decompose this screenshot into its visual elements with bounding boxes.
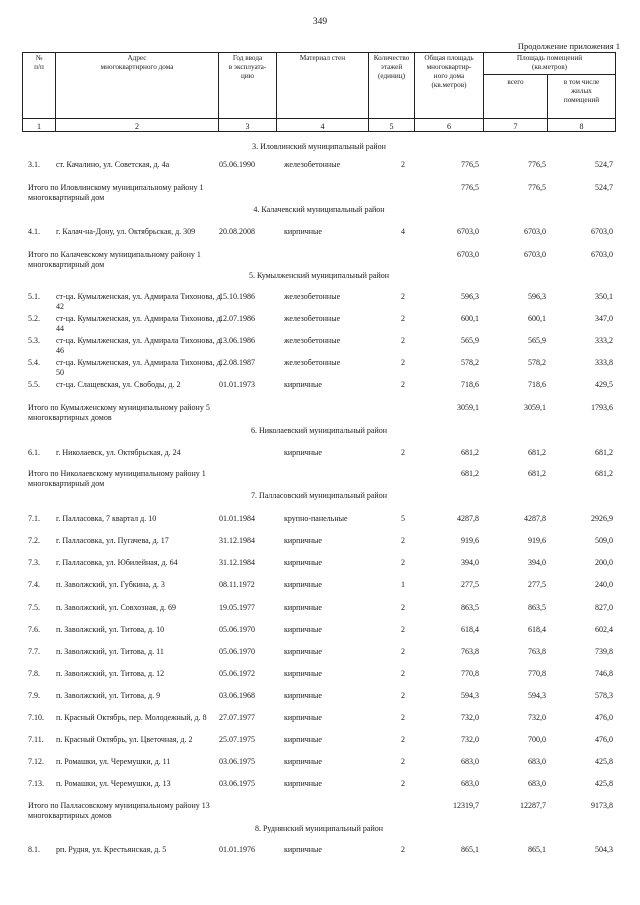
table-row (22, 647, 616, 669)
row-number: 7.4. (28, 580, 40, 589)
row-material: крупно-панельные (284, 514, 348, 523)
table-row (22, 757, 616, 779)
row-material: кирпичные (284, 227, 322, 236)
subtotal-area-all: 12287,7 (520, 801, 546, 810)
subtotal-total-area: 776,5 (461, 183, 479, 192)
table-row (22, 713, 616, 735)
row-area-residential: 200,0 (595, 558, 613, 567)
row-material: кирпичные (284, 448, 322, 457)
row-area-residential: 524,7 (595, 160, 613, 169)
row-floors: 2 (401, 779, 405, 788)
row-address: п. Красный Октябрь, ул. Цветочная, д. 2 (56, 735, 193, 744)
section-title: 5. Кумылженский муниципальный район (248, 271, 390, 280)
row-area-residential: 746,8 (595, 669, 613, 678)
row-year: 19.05.1977 (219, 603, 255, 612)
row-area-all: 596,3 (528, 292, 546, 301)
row-address: п. Заволжский, ул. Титова, д. 9 (56, 691, 161, 700)
subtotal-total-area: 6703,0 (457, 250, 479, 259)
row-area-all: 732,0 (528, 713, 546, 722)
subtotal-area-residential: 9173,8 (591, 801, 613, 810)
row-total-area: 863,5 (461, 603, 479, 612)
row-year: 05.06.1990 (219, 160, 255, 169)
table-row (22, 691, 616, 713)
subtotal-area-residential: 681,2 (595, 469, 613, 478)
row-floors: 2 (401, 358, 405, 367)
row-material: кирпичные (284, 536, 322, 545)
row-area-residential: 425,8 (595, 779, 613, 788)
table-row (22, 625, 616, 647)
row-total-area: 919,6 (461, 536, 479, 545)
row-floors: 2 (401, 669, 405, 678)
row-material: кирпичные (284, 845, 322, 854)
header-no: № п/п (34, 54, 44, 71)
row-area-residential: 333,2 (595, 336, 613, 345)
row-material: кирпичные (284, 603, 322, 612)
row-year: 13.06.1986 (219, 336, 255, 345)
row-floors: 2 (401, 448, 405, 457)
row-year: 05.06.1970 (219, 625, 255, 634)
section-title: 3. Иловлинский муниципальный район (252, 142, 386, 151)
row-number: 7.9. (28, 691, 40, 700)
subtotal-area-residential: 1793,6 (591, 403, 613, 412)
row-floors: 2 (401, 336, 405, 345)
subtotal-label: Итого по Калачевскому муниципальному району 1 многоквартирный дом (28, 250, 201, 269)
header-total-area: Общая площадь многоквартир- ного дома (кв.метров) (424, 54, 474, 89)
row-area-all: 700,0 (528, 735, 546, 744)
row-floors: 2 (401, 380, 405, 389)
row-material: железобетонные (284, 358, 341, 367)
row-material: кирпичные (284, 380, 322, 389)
row-total-area: 683,0 (461, 757, 479, 766)
row-floors: 2 (401, 292, 405, 301)
row-total-area: 718,6 (461, 380, 479, 389)
subtotal-label: Итого по Николаевскому муниципальному району 1 многоквартирный дом (28, 469, 206, 488)
subtotal-total-area: 681,2 (461, 469, 479, 478)
continuation-note: Продолжение приложения 1 (517, 41, 620, 51)
table-row (22, 227, 616, 249)
row-number: 7.1. (28, 514, 40, 523)
row-address: г. Палласовка, ул. Пугачева, д. 17 (56, 536, 169, 545)
subtotal-area-all: 681,2 (528, 469, 546, 478)
row-area-residential: 509,0 (595, 536, 613, 545)
row-area-all: 863,5 (528, 603, 546, 612)
row-floors: 1 (401, 580, 405, 589)
row-area-residential: 476,0 (595, 735, 613, 744)
row-area-residential: 476,0 (595, 713, 613, 722)
table-row (22, 779, 616, 801)
row-total-area: 732,0 (461, 735, 479, 744)
row-floors: 5 (401, 514, 405, 523)
row-address: п. Красный Октябрь, пер. Молодежный, д. 8 (56, 713, 207, 722)
row-address: г. Калач-на-Дону, ул. Октябрьская, д. 309 (56, 227, 196, 236)
table-row (22, 336, 616, 358)
row-floors: 2 (401, 625, 405, 634)
row-area-all: 776,5 (528, 160, 546, 169)
row-area-residential: 347,0 (595, 314, 613, 323)
row-area-all: 683,0 (528, 779, 546, 788)
row-address: п. Заволжский, ул. Губкина, д. 3 (56, 580, 165, 589)
row-material: кирпичные (284, 580, 322, 589)
row-area-residential: 429,5 (595, 380, 613, 389)
column-number-6: 6 (447, 122, 451, 131)
row-area-all: 578,2 (528, 358, 546, 367)
subtotal-area-residential: 524,7 (595, 183, 613, 192)
row-number: 4.1. (28, 227, 40, 236)
column-number-5: 5 (389, 122, 394, 131)
row-number: 7.7. (28, 647, 40, 656)
row-number: 7.13. (28, 779, 44, 788)
header-floors: Количество этажей (единиц) (373, 54, 410, 80)
row-area-all: 277,5 (528, 580, 546, 589)
row-address: рп. Рудня, ул. Крестьянская, д. 5 (56, 845, 167, 854)
row-area-all: 594,3 (528, 691, 546, 700)
row-floors: 2 (401, 603, 405, 612)
row-area-all: 394,0 (528, 558, 546, 567)
row-total-area: 732,0 (461, 713, 479, 722)
subtotal-label: Итого по Палласовскому муниципальному району 13 многоквартирных домов (28, 801, 210, 820)
row-number: 5.3. (28, 336, 40, 345)
row-material: кирпичные (284, 779, 322, 788)
row-total-area: 683,0 (461, 779, 479, 788)
row-material: железобетонные (284, 292, 341, 301)
row-number: 7.8. (28, 669, 40, 678)
row-material: кирпичные (284, 713, 322, 722)
row-year: 03.06.1975 (219, 779, 255, 788)
row-address: п. Заволжский, ул. Титова, д. 11 (56, 647, 164, 656)
row-year: 20.08.2008 (219, 227, 255, 236)
row-total-area: 578,2 (461, 358, 479, 367)
table-row (22, 603, 616, 625)
row-total-area: 776,5 (461, 160, 479, 169)
row-area-residential: 350,1 (595, 292, 613, 301)
row-year: 12.07.1986 (219, 314, 255, 323)
row-area-all: 600,1 (528, 314, 546, 323)
row-year: 31.12.1984 (219, 558, 255, 567)
section-title: 8. Руднянский муниципальный район (254, 824, 384, 833)
row-total-area: 600,1 (461, 314, 479, 323)
row-year: 05.06.1970 (219, 647, 255, 656)
row-year: 12.08.1987 (219, 358, 255, 367)
row-area-residential: 333,8 (595, 358, 613, 367)
row-number: 7.6. (28, 625, 40, 634)
row-area-residential: 739,8 (595, 647, 613, 656)
row-year: 01.01.1973 (219, 380, 255, 389)
row-material: железобетонные (284, 160, 341, 169)
column-number-3: 3 (245, 122, 250, 131)
row-floors: 2 (401, 536, 405, 545)
row-total-area: 596,3 (461, 292, 479, 301)
row-year: 01.01.1976 (219, 845, 255, 854)
row-material: кирпичные (284, 735, 322, 744)
subtotal-total-area: 3059,1 (457, 403, 479, 412)
row-number: 7.2. (28, 536, 40, 545)
table-row (22, 735, 616, 757)
row-year: 08.11.1972 (219, 580, 255, 589)
row-material: кирпичные (284, 691, 322, 700)
header-residential: в том числе жилых помещений (563, 78, 600, 104)
row-year: 01.01.1984 (219, 514, 255, 523)
subtotal-total-area: 12319,7 (453, 801, 479, 810)
row-year: 25.07.1975 (219, 735, 255, 744)
row-year: 31.12.1984 (219, 536, 255, 545)
row-total-area: 394,0 (461, 558, 479, 567)
column-number-7: 7 (513, 122, 518, 131)
table-row (22, 380, 616, 402)
row-floors: 2 (401, 845, 405, 854)
row-floors: 2 (401, 647, 405, 656)
row-area-residential: 425,8 (595, 757, 613, 766)
column-number-1: 1 (37, 122, 41, 131)
row-area-all: 919,6 (528, 536, 546, 545)
row-floors: 2 (401, 160, 405, 169)
row-material: кирпичные (284, 625, 322, 634)
table-row (22, 845, 616, 867)
row-address: п. Заволжский, ул. Титова, д. 10 (56, 625, 165, 634)
header-all: всего (507, 78, 524, 86)
row-number: 7.11. (28, 735, 44, 744)
row-address: г. Палласовка, 7 квартал д. 10 (56, 514, 157, 523)
row-total-area: 618,4 (461, 625, 479, 634)
row-area-all: 681,2 (528, 448, 546, 457)
row-area-all: 565,9 (528, 336, 546, 345)
row-number: 5.4. (28, 358, 40, 367)
row-address: ст-ца. Слащевская, ул. Свободы, д. 2 (56, 380, 181, 389)
row-number: 5.5. (28, 380, 40, 389)
row-area-all: 618,4 (528, 625, 546, 634)
row-total-area: 763,8 (461, 647, 479, 656)
header-address: Адрес многоквартирного дома (100, 54, 174, 71)
row-area-residential: 504,3 (595, 845, 613, 854)
row-area-residential: 827,0 (595, 603, 613, 612)
subtotal-area-all: 3059,1 (524, 403, 546, 412)
row-material: железобетонные (284, 314, 341, 323)
row-address: ст. Качалино, ул. Советская, д. 4а (56, 160, 170, 169)
row-number: 8.1. (28, 845, 40, 854)
row-area-all: 770,8 (528, 669, 546, 678)
row-address: п. Заволжский, ул. Титова, д. 12 (56, 669, 165, 678)
row-floors: 2 (401, 314, 405, 323)
row-material: кирпичные (284, 757, 322, 766)
section-title: 6. Николаевский муниципальный район (250, 426, 388, 435)
row-area-residential: 602,4 (595, 625, 613, 634)
table-row (22, 160, 616, 182)
row-year: 27.07.1977 (219, 713, 255, 722)
row-number: 3.1. (28, 160, 40, 169)
row-total-area: 277,5 (461, 580, 479, 589)
row-area-residential: 2926,9 (591, 514, 613, 523)
row-area-residential: 6703,0 (591, 227, 613, 236)
row-total-area: 4287,8 (457, 514, 479, 523)
column-number-2: 2 (135, 122, 139, 131)
header-material: Материал стен (299, 54, 346, 62)
subtotal-area-all: 6703,0 (524, 250, 546, 259)
section-title: 4. Калачевский муниципальный район (253, 205, 385, 214)
row-address: ст-ца. Кумылженская, ул. Адмирала Тихонова, д. 50 (56, 358, 223, 377)
row-total-area: 565,9 (461, 336, 479, 345)
row-total-area: 681,2 (461, 448, 479, 457)
row-floors: 2 (401, 713, 405, 722)
table-row (22, 292, 616, 314)
section-title: 7. Палласовский муниципальный район (251, 491, 387, 500)
table-row (22, 536, 616, 558)
table-row (22, 514, 616, 536)
row-year: 05.06.1972 (219, 669, 255, 678)
row-area-all: 763,8 (528, 647, 546, 656)
row-address: п. Ромашки, ул. Черемушки, д. 13 (56, 779, 171, 788)
row-number: 5.2. (28, 314, 40, 323)
row-area-all: 683,0 (528, 757, 546, 766)
header-year: Год ввода в эксплуата- цию (228, 54, 267, 80)
subtotal-label: Итого по Кумылженскому муниципальному району 5 многоквартирных домов (28, 403, 210, 422)
row-number: 7.12. (28, 757, 44, 766)
row-area-all: 6703,0 (524, 227, 546, 236)
row-floors: 2 (401, 691, 405, 700)
column-number-8: 8 (579, 122, 584, 131)
row-area-all: 865,1 (528, 845, 546, 854)
table-header (22, 52, 616, 132)
row-material: железобетонные (284, 336, 341, 345)
row-material: кирпичные (284, 647, 322, 656)
row-material: кирпичные (284, 558, 322, 567)
row-total-area: 6703,0 (457, 227, 479, 236)
row-floors: 2 (401, 735, 405, 744)
row-address: г. Палласовка, ул. Юбилейная, д. 64 (56, 558, 178, 567)
row-total-area: 865,1 (461, 845, 479, 854)
row-year: 15.10.1986 (219, 292, 255, 301)
row-address: п. Ромашки, ул. Черемушки, д. 11 (56, 757, 171, 766)
page-number: 349 (312, 17, 328, 27)
row-area-residential: 240,0 (595, 580, 613, 589)
row-number: 7.3. (28, 558, 40, 567)
row-number: 7.5. (28, 603, 40, 612)
row-area-all: 4287,8 (524, 514, 546, 523)
table-row (22, 669, 616, 691)
row-address: п. Заволжский, ул. Совхозная, д. 69 (56, 603, 177, 612)
row-area-residential: 578,3 (595, 691, 613, 700)
row-floors: 2 (401, 757, 405, 766)
row-year: 03.06.1968 (219, 691, 255, 700)
column-number-4: 4 (320, 122, 325, 131)
row-area-residential: 681,2 (595, 448, 613, 457)
subtotal-area-residential: 6703,0 (591, 250, 613, 259)
table-row (22, 580, 616, 602)
row-address: г. Николаевск, ул. Октябрьская, д. 24 (56, 448, 181, 457)
row-floors: 2 (401, 558, 405, 567)
row-address: ст-ца. Кумылженская, ул. Адмирала Тихонова, д. 46 (56, 336, 223, 355)
subtotal-area-all: 776,5 (528, 183, 546, 192)
row-total-area: 594,3 (461, 691, 479, 700)
header-premises: Площадь помещений (кв.метров) (516, 54, 583, 71)
row-number: 6.1. (28, 448, 40, 457)
row-total-area: 770,8 (461, 669, 479, 678)
row-area-all: 718,6 (528, 380, 546, 389)
row-floors: 4 (401, 227, 405, 236)
row-number: 7.10. (28, 713, 44, 722)
table-row (22, 448, 616, 470)
row-number: 5.1. (28, 292, 40, 301)
row-year: 03.06.1975 (219, 757, 255, 766)
table-row (22, 558, 616, 580)
row-address: ст-ца. Кумылженская, ул. Адмирала Тихонова, д. 42 (56, 292, 223, 311)
table-row (22, 314, 616, 336)
row-address: ст-ца. Кумылженская, ул. Адмирала Тихонова, д. 44 (56, 314, 223, 333)
row-material: кирпичные (284, 669, 322, 678)
subtotal-label: Итого по Иловлинскому муниципальному району 1 многоквартирный дом (28, 183, 204, 202)
table-row (22, 358, 616, 380)
